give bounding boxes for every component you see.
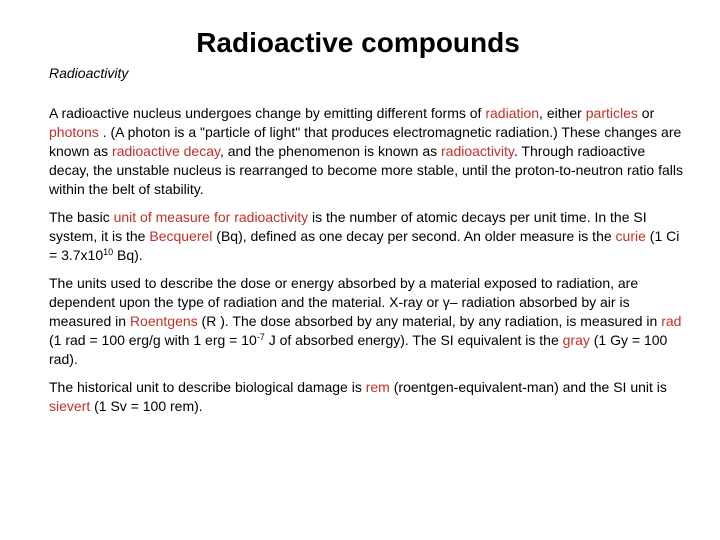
paragraph-absorbed-dose: The units used to describe the dose or energy absorbed by a material exposed to radiation, are dependent upon the type of radiation and the material. X-ray or γ– radiation absorbed by air is measured in Roentgens (R ). The dose absorbed by any material, by any radiation, is measured in rad (1 rad = 100 erg/g with 1 erg = $10^{-7}$ J of absorbed energy). The SI equivalent is the gray (1 Gy = 100 rad). — [49, 275, 682, 367]
term-photons: photons — [49, 124, 99, 140]
exponent-minus-7: -7 — [256, 332, 265, 342]
term-radioactivity: radioactivity — [441, 143, 514, 159]
term-gray: gray — [562, 332, 590, 348]
slide-body — [49, 104, 689, 416]
paragraph-biological-damage: The historical unit to describe biological damage is rem (roentgen-equivalent-man) and the SI unit is sievert (1 Sv = 100 rem). — [49, 379, 667, 414]
slide-subtitle: Radioactivity — [49, 65, 129, 81]
term-particles: particles — [585, 105, 638, 121]
slide-title: Radioactive compounds — [196, 27, 520, 58]
paragraph-radioactive-decay: A radioactive nucleus undergoes change by emitting different forms of radiation, either particles or photons . (A photon is a "particle of light" that produces electromagnetic radiation.) These changes are known as radioactive decay, and the phenomenon is known as radioactivity. Through radioactive decay, the unstable nucleus is rearranged to become more stable, until the proton-to-neutron ratio falls within the belt of stability. — [49, 105, 683, 197]
term-rad: rad — [661, 313, 682, 329]
term-sievert: sievert — [49, 398, 91, 414]
term-becquerel: Becquerel — [149, 228, 213, 244]
term-rem: rem — [365, 379, 390, 395]
term-radiation: radiation — [485, 105, 540, 121]
term-curie: curie — [615, 228, 646, 244]
term-unit-of-measure: unit of measure for radioactivity — [113, 209, 309, 225]
exponent-10: 10 — [103, 247, 114, 257]
paragraph-units-of-radioactivity: The basic unit of measure for radioactivity is the number of atomic decays per unit time. In the SI system, it is the Becquerel (Bq), defined as one decay per second. An older measure is the curie (1 $Ci = 3.7x10^{10}$ Bq). — [49, 209, 680, 263]
term-roentgens: Roentgens — [129, 313, 198, 329]
term-radioactive-decay: radioactive decay — [112, 143, 220, 159]
